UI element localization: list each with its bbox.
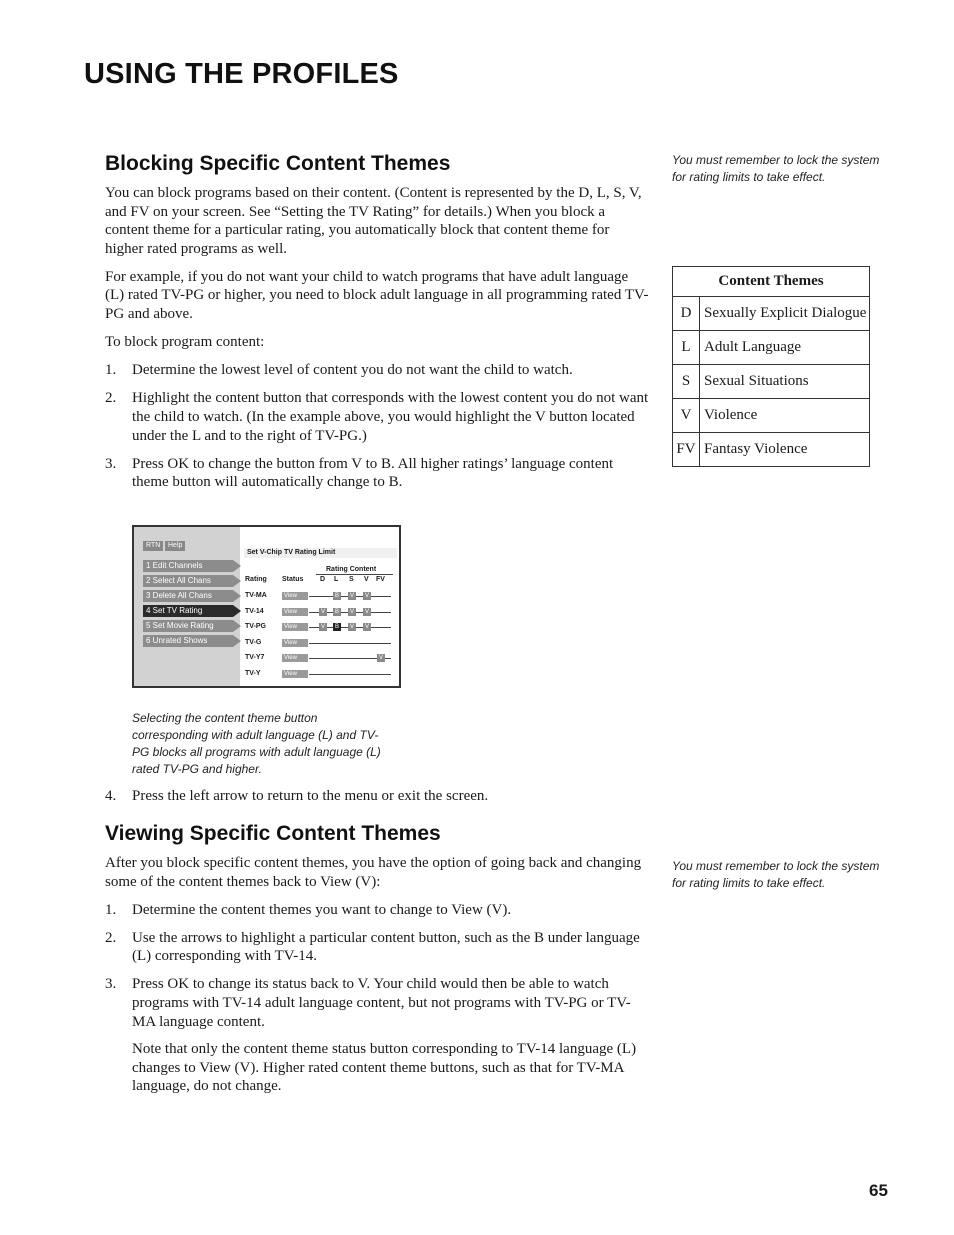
list-item — [105, 929, 650, 966]
content-theme-button[interactable]: V — [349, 624, 354, 631]
side-note-lock: You must remember to lock the system for rating limits to take effect. — [672, 859, 880, 890]
steps-list — [105, 361, 650, 492]
list-item — [105, 361, 650, 380]
step-number: 3. — [105, 455, 117, 472]
tv-panel-title: Set V-Chip TV Rating Limit — [244, 548, 397, 558]
status-view-button[interactable]: View — [282, 608, 308, 616]
rating-line — [309, 643, 391, 644]
table-title: Content Themes — [673, 267, 870, 297]
content-theme-button[interactable]: V — [320, 624, 325, 631]
tv-rating-label: TV-14 — [245, 607, 264, 615]
step-number: 1. — [105, 362, 117, 379]
tv-menu-item[interactable]: 6 Unrated Shows — [143, 635, 233, 647]
step-text: Highlight the content button that corresponds with the lowest content you do not want the child to watch. (In the example above, you would highlight the V button located under the L and to the right of TV-PG.) — [132, 390, 649, 444]
table-row — [673, 399, 870, 433]
content-theme-button[interactable]: V — [378, 655, 383, 662]
status-view-button[interactable]: View — [282, 639, 308, 647]
content-theme-button[interactable]: B — [334, 608, 339, 615]
content-theme-button[interactable]: V — [320, 608, 325, 615]
step-note: Note that only the content theme status button corresponding to TV-14 language (L) changes to View (V). Higher rated content theme buttons, such as that for TV-MA language, do not change. — [132, 1041, 637, 1095]
side-note-lock: You must remember to lock the system for rating limits to take effect. — [672, 153, 880, 184]
tv-rating-label: TV-Y — [245, 670, 261, 677]
section-heading-viewing: Viewing Specific Content Themes — [105, 822, 441, 845]
theme-description: Fantasy Violence — [700, 433, 870, 467]
list-item — [105, 975, 650, 1096]
step-number: 2. — [105, 390, 117, 407]
tv-screen-figure — [132, 525, 401, 688]
status-view-button[interactable]: View — [282, 623, 308, 631]
content-theme-button[interactable]: V — [349, 593, 354, 599]
content-col-header: L — [334, 576, 339, 583]
theme-description: Violence — [700, 399, 870, 433]
content-col-header: D — [320, 576, 326, 583]
content-col-header: FV — [376, 576, 385, 583]
step-text: Press OK to change its status back to V. Your child would then be able to watch programs with TV-14 adult language content, but not programs with TV-PG or TV-MA language content. — [132, 976, 631, 1030]
tv-rating-label: TV-PG — [245, 623, 267, 631]
theme-description: Sexually Explicit Dialogue — [700, 297, 870, 331]
status-view-button[interactable]: View — [282, 670, 308, 678]
content-theme-button[interactable]: V — [364, 624, 369, 631]
tv-rating-label: TV-G — [245, 638, 262, 646]
content-themes-table — [672, 266, 870, 467]
help-button[interactable]: Help — [165, 541, 185, 551]
table-row — [673, 365, 870, 399]
page-title: USING THE PROFILES — [84, 58, 399, 90]
tv-rating-label: TV-Y7 — [245, 654, 265, 662]
step-number: 4. — [105, 788, 117, 804]
rating-line — [309, 674, 391, 675]
rtn-button[interactable]: RTN — [143, 541, 163, 551]
list-item — [105, 787, 650, 806]
table-row — [673, 433, 870, 467]
tv-menu-item[interactable]: 1 Edit Channels — [143, 560, 233, 572]
col-status-header: Status — [282, 576, 304, 583]
step4-block — [105, 787, 650, 815]
paragraph: For example, if you do not want your child to watch programs that have adult language (L) rated TV-PG or higher, you need to block adult language in all programming rated TV-PG and above. — [105, 268, 649, 323]
step-number: 3. — [105, 976, 117, 993]
step-text: Press the left arrow to return to the menu or exit the screen. — [132, 788, 489, 804]
theme-code: V — [673, 399, 700, 433]
section2-body — [105, 854, 650, 1106]
tv-menu-panel — [134, 527, 240, 686]
theme-code: S — [673, 365, 700, 399]
content-theme-button[interactable]: B — [334, 593, 339, 599]
paragraph: To block program content: — [105, 334, 265, 351]
theme-code: L — [673, 331, 700, 365]
step-text: Determine the content themes you want to change to View (V). — [132, 901, 512, 918]
col-rating-header: Rating — [245, 576, 267, 583]
step-text: Use the arrows to highlight a particular content button, such as the B under language (L) corresponding with TV-14. — [132, 929, 640, 965]
rating-content-label: Rating Content — [326, 566, 377, 573]
theme-code: FV — [673, 433, 700, 467]
paragraph: After you block specific content themes, you have the option of going back and changing some of the content themes back to View (V): — [105, 855, 642, 890]
tv-rating-label: TV-MA — [245, 592, 267, 599]
list-item — [105, 389, 650, 445]
page-number: 65 — [869, 1181, 888, 1200]
status-view-button[interactable]: View — [282, 592, 308, 600]
tv-menu-item[interactable]: 4 Set TV Rating — [143, 605, 233, 617]
content-theme-button[interactable]: V — [364, 593, 369, 599]
steps-list — [105, 901, 650, 1096]
step-text: Press OK to change the button from V to B. All higher ratings’ language content theme button will automatically change to B. — [132, 455, 614, 491]
paragraph: You can block programs based on their content. (Content is represented by the D, L, S, V, and FV on your screen. See “Setting the TV Rating” for details.) When you block a content theme for a particular rating, you automatically block that content theme for higher rated programs as well. — [105, 185, 642, 257]
status-view-button[interactable]: View — [282, 654, 308, 662]
theme-description: Adult Language — [700, 331, 870, 365]
section-heading-blocking: Blocking Specific Content Themes — [105, 152, 451, 175]
theme-description: Sexual Situations — [700, 365, 870, 399]
content-col-header: S — [349, 576, 354, 583]
theme-code: D — [673, 297, 700, 331]
tv-menu-item[interactable]: 2 Select All Chans — [143, 575, 233, 587]
step-number: 1. — [105, 901, 117, 918]
content-col-header: V — [364, 576, 369, 583]
figure-caption: Selecting the content theme button corresponding with adult language (L) and TV-PG blocks all programs with adult language (L) rated TV-PG and higher. — [132, 711, 381, 776]
content-theme-button[interactable]: V — [364, 608, 369, 615]
tv-menu-item[interactable]: 5 Set Movie Rating — [143, 620, 233, 632]
table-row — [673, 331, 870, 365]
list-item — [105, 901, 650, 920]
steps-list — [105, 787, 650, 806]
list-item — [105, 455, 650, 492]
content-theme-button[interactable]: B — [334, 624, 339, 631]
step-number: 2. — [105, 929, 117, 946]
step-text: Determine the lowest level of content you do not want the child to watch. — [132, 362, 573, 379]
table-row — [673, 297, 870, 331]
tv-menu-item[interactable]: 3 Delete All Chans — [143, 590, 233, 602]
content-theme-button[interactable]: V — [349, 608, 354, 615]
section1-body — [105, 184, 650, 501]
